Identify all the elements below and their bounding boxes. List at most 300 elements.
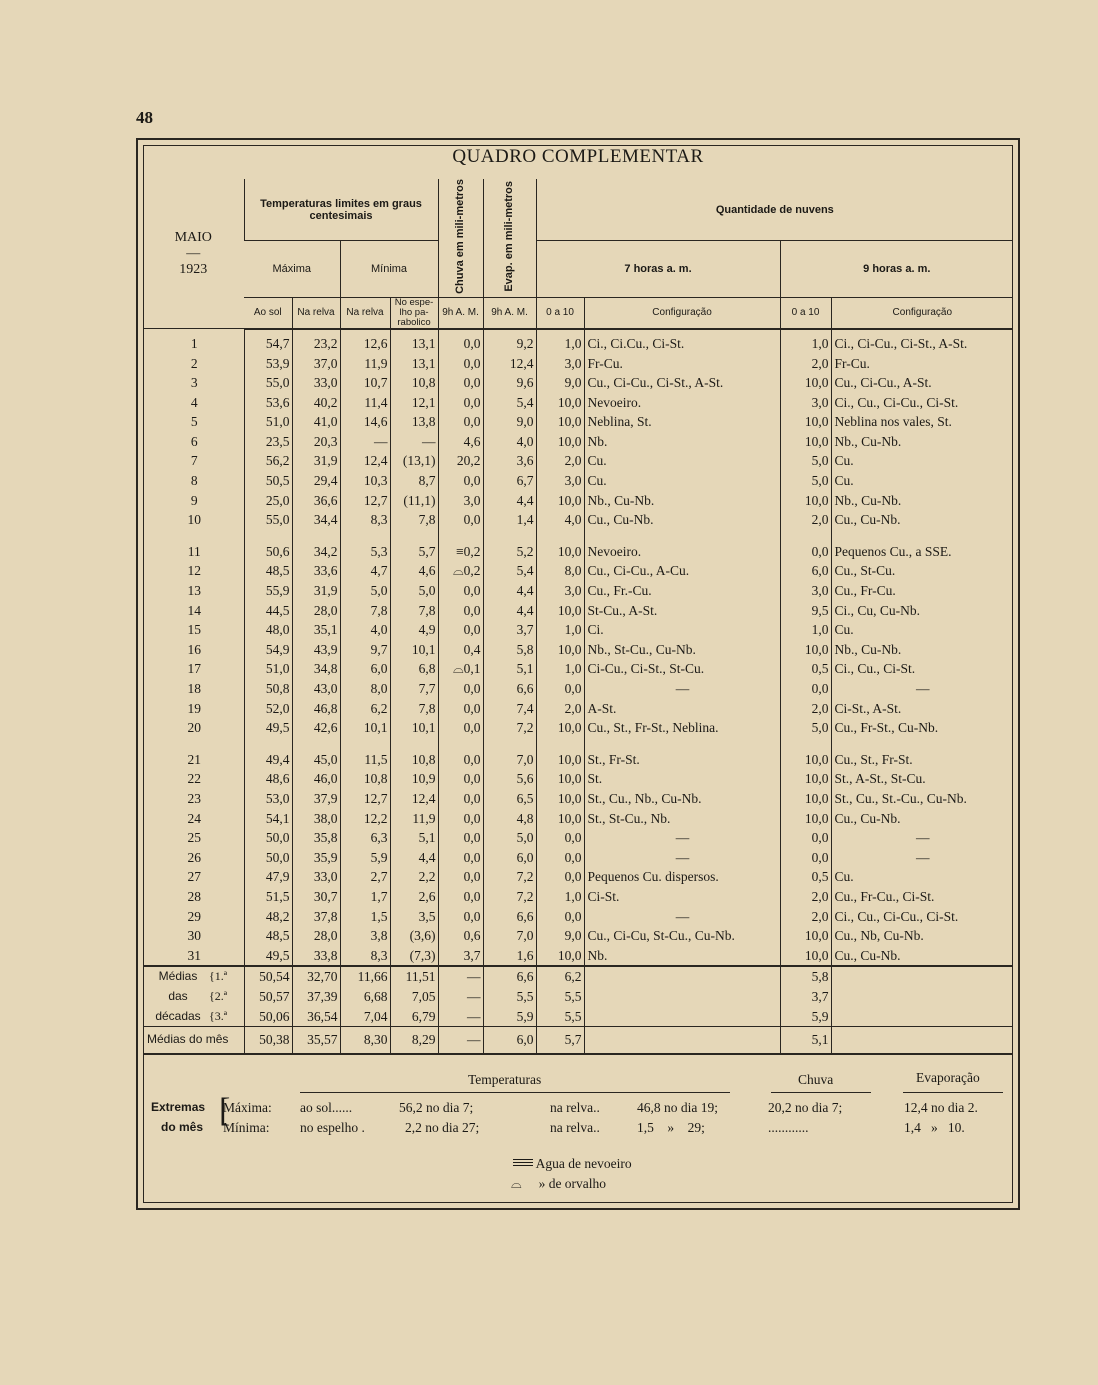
max-ao-sol-cell: 55,0 [244,510,292,530]
gap-cell [780,530,831,542]
month-average-label: Médias do mês [143,1027,244,1055]
day-cell: 17 [187,661,201,677]
config-9-cell: — [831,828,1013,848]
table-row [143,718,1013,738]
max-na-relva-cell: 28,0 [292,926,340,946]
max-na-relva-cell: 30,7 [292,887,340,907]
config-9-cell: Fr-Cu. [831,354,1013,374]
max-na-relva-cell: 37,8 [292,907,340,927]
decade-group-label: Médias [158,969,198,984]
config-7-cell: Ci., Ci.Cu., Ci-St. [584,329,780,354]
nuvens-9-cell: 10,0 [780,640,831,660]
chuva-avg-cell: — [438,987,483,1007]
chuva-cell: 0,0 [438,887,483,907]
max-relva-value: 46,8 no dia 19; [637,1100,718,1115]
min-na-relva-month-cell: 8,30 [340,1027,390,1055]
table-body [143,329,1013,1054]
gap-cell [831,738,1013,750]
nuvens-7-avg-cell: 5,5 [536,1007,584,1027]
min-na-relva-cell: 11,4 [340,393,390,413]
legend-dew-label: » de orvalho [538,1176,607,1191]
config-7-cell: Neblina, St. [584,412,780,432]
evaporacao-cell: 5,4 [483,561,536,581]
table-row [143,640,1013,660]
nuvens-7-cell: 0,0 [536,867,584,887]
nuvens-7-cell: 2,0 [536,699,584,719]
nuvens-7-avg-cell: 6,2 [536,966,584,987]
nuvens-7-cell: 10,0 [536,946,584,967]
table-row [143,867,1013,887]
min-na-relva-cell: 12,4 [340,451,390,471]
config-9-cell: Pequenos Cu., a SSE. [831,542,1013,562]
min-espelho-cell: 12,4 [390,789,438,809]
gap-cell [438,738,483,750]
footer-chuva: Chuva [798,1072,834,1087]
config-7-avg-cell [584,1007,780,1027]
config-7-avg-cell [584,966,780,987]
gap-cell [438,530,483,542]
config-9-cell: Nb., Cu-Nb. [831,640,1013,660]
max-na-relva-cell: 20,3 [292,432,340,452]
nuvens-9-cell: 2,0 [780,510,831,530]
nuvens-9-cell: 5,0 [780,471,831,491]
max-na-relva-cell: 31,9 [292,581,340,601]
max-na-relva-month-cell: 35,57 [292,1027,340,1055]
evaporacao-cell: 4,8 [483,809,536,829]
config-9-header: Configuração [831,297,1013,329]
gap-cell [536,738,584,750]
nuvens-7-cell: 3,0 [536,471,584,491]
table-row [143,373,1013,393]
max-relva-label: na relva.. [550,1100,600,1115]
max-ao-sol-month-cell: 50,38 [244,1027,292,1055]
config-9-avg-cell [831,966,1013,987]
evaporacao-brace [903,1092,1003,1093]
chuva-cell: 0,0 [438,907,483,927]
max-na-relva-cell: 34,2 [292,542,340,562]
nuvens-9-cell: 10,0 [780,432,831,452]
min-na-relva-cell: — [340,432,390,452]
min-na-relva-avg-cell: 7,04 [340,1007,390,1027]
nuvens-9-cell: 10,0 [780,809,831,829]
decade-average-row [143,1007,1013,1027]
config-9-cell: Ci., Cu., Ci-Cu., Ci-St. [831,393,1013,413]
min-na-relva-cell: 6,0 [340,659,390,679]
max-ao-sol-cell: 55,9 [244,581,292,601]
max-na-relva-avg-cell: 36,54 [292,1007,340,1027]
day-cell: 8 [190,473,198,489]
min-na-relva-cell: 6,3 [340,828,390,848]
table-row [143,510,1013,530]
decade-label-cell [143,1007,244,1027]
nuvens-9-cell: 5,0 [780,451,831,471]
seven-am-header: 7 horas a. m. [536,241,780,298]
min-na-relva-cell: 8,0 [340,679,390,699]
gap-cell [483,738,536,750]
chuva-cell: 0,0 [438,699,483,719]
min-espelho-cell: (13,1) [390,451,438,471]
chuva-cell: 0,0 [438,373,483,393]
evaporacao-cell: 9,6 [483,373,536,393]
min-na-relva-cell: 5,3 [340,542,390,562]
config-9-cell: Ci., Cu., Ci-St. [831,659,1013,679]
chuva-month-cell: — [438,1027,483,1055]
max-na-relva-cell: 35,8 [292,828,340,848]
nuvens-9-month-cell: 5,1 [780,1027,831,1055]
config-9-cell: Cu., Cu-Nb. [831,809,1013,829]
min-espelho-avg-cell: 7,05 [390,987,438,1007]
max-ao-sol-cell: 49,5 [244,946,292,967]
gap-cell [390,738,438,750]
gap-cell [143,738,244,750]
min-espelho-cell: (11,1) [390,491,438,511]
config-7-header: Configuração [584,297,780,329]
max-ao-sol-cell: 53,9 [244,354,292,374]
max-ao-sol-cell: 48,0 [244,620,292,640]
chuva-cell: 0,4 [438,640,483,660]
min-espelho-cell: 11,9 [390,809,438,829]
day-cell: 31 [187,947,201,963]
table-row [143,789,1013,809]
min-na-relva-cell: 8,3 [340,510,390,530]
day-cell: 15 [187,622,201,638]
day-cell: 12 [187,563,201,579]
config-7-cell: St. [584,769,780,789]
max-sol-label: ao sol...... [300,1100,353,1115]
nuvens-7-cell: 10,0 [536,750,584,770]
evaporacao-cell: 1,6 [483,946,536,967]
config-7-cell: — [584,828,780,848]
config-7-cell: St., Fr-St. [584,750,780,770]
chuva-cell: 0,0 [438,769,483,789]
footer-do-mes: do mês [161,1120,204,1134]
config-9-cell: Cu., Fr-Cu. [831,581,1013,601]
legend-fog-label: Agua de nevoeiro [535,1156,632,1171]
evaporacao-cell: 5,1 [483,659,536,679]
min-espelho-cell: 12,1 [390,393,438,413]
max-na-relva-cell: 34,8 [292,659,340,679]
min-espelho-cell: 7,8 [390,699,438,719]
min-espelho-avg-cell: 11,51 [390,966,438,987]
min-na-relva-cell: 1,5 [340,907,390,927]
max-ao-sol-cell: 25,0 [244,491,292,511]
min-na-relva-cell: 10,3 [340,471,390,491]
evaporation-header: Evap. em mili-metros [483,179,536,297]
max-ao-sol-cell: 50,0 [244,828,292,848]
max-ao-sol-avg-cell: 50,06 [244,1007,292,1027]
na-relva-min-header: Na relva [340,297,390,329]
max-ao-sol-cell: 48,6 [244,769,292,789]
chuva-cell: 0,0 [438,601,483,621]
max-na-relva-cell: 23,2 [292,329,340,354]
day-cell: 5 [190,414,198,430]
nuvens-7-cell: 4,0 [536,510,584,530]
max-ao-sol-cell: 23,5 [244,432,292,452]
max-na-relva-cell: 41,0 [292,412,340,432]
min-espelho-cell: 5,0 [390,581,438,601]
footer-minima: Mínima: [223,1120,270,1135]
config-9-cell: Cu., St-Cu. [831,561,1013,581]
config-7-cell: Cu., Cu-Nb. [584,510,780,530]
chuva-cell: ⌓0,2 [438,561,483,581]
evaporacao-avg-cell: 6,6 [483,966,536,987]
min-espelho-avg-cell: 6,79 [390,1007,438,1027]
config-9-cell: Cu. [831,451,1013,471]
day-cell: 16 [187,641,201,657]
max-na-relva-cell: 37,9 [292,789,340,809]
table-row [143,750,1013,770]
min-espelho-label: no espelho . [300,1120,365,1135]
nuvens-7-cell: 0,0 [536,828,584,848]
chuva-brace [771,1092,871,1093]
min-espelho-cell: 3,5 [390,907,438,927]
max-ao-sol-avg-cell: 50,57 [244,987,292,1007]
gap-cell [143,530,244,542]
chuva-cell: 20,2 [438,451,483,471]
nuvens-9-avg-cell: 5,9 [780,1007,831,1027]
evaporacao-cell: 3,7 [483,620,536,640]
month-average-row [143,1027,1013,1055]
min-na-relva-cell: 6,2 [340,699,390,719]
nuvens-7-cell: 1,0 [536,659,584,679]
min-na-relva-cell: 5,9 [340,848,390,868]
max-na-relva-cell: 29,4 [292,471,340,491]
max-ao-sol-cell: 49,4 [244,750,292,770]
evaporacao-cell: 6,6 [483,679,536,699]
gap-cell [340,530,390,542]
nuvens-7-cell: 9,0 [536,926,584,946]
min-espelho-value: 2,2 no dia 27; [405,1120,480,1135]
max-na-relva-cell: 33,0 [292,867,340,887]
min-na-relva-cell: 14,6 [340,412,390,432]
min-na-relva-cell: 4,0 [340,620,390,640]
day-cell: 21 [187,751,201,767]
espelho-header: No espe-lho pa-rabolico [390,297,438,329]
min-espelho-cell: 5,1 [390,828,438,848]
nuvens-9-avg-cell: 3,7 [780,987,831,1007]
min-espelho-cell: 2,2 [390,867,438,887]
chuva-cell: 0,0 [438,412,483,432]
nuvens-7-cell: 9,0 [536,373,584,393]
decade-group-label: décadas [155,1008,201,1023]
nuvens-9-cell: 5,0 [780,718,831,738]
config-7-cell: — [584,679,780,699]
evaporacao-cell: 7,0 [483,750,536,770]
max-evap-value: 12,4 no dia 2. [904,1100,978,1115]
max-na-relva-cell: 33,8 [292,946,340,967]
nuvens-7-cell: 3,0 [536,581,584,601]
chuva-cell: 0,6 [438,926,483,946]
max-ao-sol-cell: 51,0 [244,412,292,432]
evaporacao-month-cell: 6,0 [483,1027,536,1055]
max-ao-sol-cell: 44,5 [244,601,292,621]
nuvens-9-cell: 2,0 [780,907,831,927]
config-7-cell: Ci. [584,620,780,640]
config-9-cell: Ci-St., A-St. [831,699,1013,719]
max-na-relva-cell: 35,1 [292,620,340,640]
gap-cell [831,530,1013,542]
nuvens-9-cell: 0,0 [780,542,831,562]
max-ao-sol-cell: 54,9 [244,640,292,660]
config-9-cell: Cu., Ci-Cu., A-St. [831,373,1013,393]
nuvens-7-cell: 10,0 [536,412,584,432]
page-number: 48 [136,108,153,127]
footer-temperaturas: Temperaturas [468,1072,542,1087]
day-cell: 11 [187,543,201,559]
gap-cell [244,530,292,542]
day-cell: 13 [187,583,201,599]
min-espelho-cell: 6,8 [390,659,438,679]
evaporacao-cell: 3,6 [483,451,536,471]
evaporacao-cell: 5,8 [483,640,536,660]
day-cell: 28 [187,888,201,904]
max-ao-sol-cell: 54,1 [244,809,292,829]
nuvens-9-cell: 10,0 [780,373,831,393]
min-espelho-cell: 4,4 [390,848,438,868]
min-na-relva-cell: 11,5 [340,750,390,770]
max-na-relva-avg-cell: 32,70 [292,966,340,987]
evaporacao-cell: 7,2 [483,887,536,907]
config-7-cell: Ci-Cu., Ci-St., St-Cu. [584,659,780,679]
config-7-cell: Nevoeiro. [584,393,780,413]
decade-label-cell [143,987,244,1007]
nuvens-9-cell: 10,0 [780,789,831,809]
config-7-cell: Cu. [584,451,780,471]
day-cell: 29 [187,908,201,924]
gap-cell [584,738,780,750]
config-7-cell: Cu., Ci-Cu., Ci-St., A-St. [584,373,780,393]
footer-evaporacao: Evaporação [916,1070,980,1085]
config-9-cell: Neblina nos vales, St. [831,412,1013,432]
nuvens-9-cell: 3,0 [780,393,831,413]
max-na-relva-cell: 33,0 [292,373,340,393]
nuvens-9-cell: 10,0 [780,491,831,511]
config-7-cell: — [584,848,780,868]
max-sol-value: 56,2 no dia 7; [399,1100,474,1115]
decade-ordinal: {1.ª [209,969,228,984]
nuvens-7-cell: 0,0 [536,907,584,927]
chuva-cell: 0,0 [438,510,483,530]
config-7-cell: St-Cu., A-St. [584,601,780,621]
max-ao-sol-cell: 50,8 [244,679,292,699]
gap-cell [292,738,340,750]
max-ao-sol-cell: 55,0 [244,373,292,393]
min-espelho-cell: 10,1 [390,718,438,738]
min-espelho-cell: 10,8 [390,750,438,770]
config-9-cell: Cu. [831,867,1013,887]
evaporacao-cell: 6,0 [483,848,536,868]
max-ao-sol-cell: 51,0 [244,659,292,679]
min-na-relva-cell: 4,7 [340,561,390,581]
max-na-relva-cell: 34,4 [292,510,340,530]
nuvens-9-cell: 2,0 [780,699,831,719]
footer-extremas: Extremas [151,1100,206,1114]
chuva-cell: 3,0 [438,491,483,511]
chuva-cell: 0,0 [438,828,483,848]
config-9-cell: Cu. [831,471,1013,491]
table-row [143,561,1013,581]
min-na-relva-cell: 10,8 [340,769,390,789]
min-espelho-cell: — [390,432,438,452]
config-9-cell: Cu., Cu-Nb. [831,946,1013,967]
min-na-relva-cell: 2,7 [340,867,390,887]
dew-symbol-icon: ⌓ [511,1176,522,1191]
table-row [143,412,1013,432]
nuvens-7-cell: 3,0 [536,354,584,374]
day-cell: 2 [190,355,198,371]
max-na-relva-cell: 28,0 [292,601,340,621]
table-title: QUADRO COMPLEMENTAR [452,146,704,167]
nuvens-7-avg-cell: 5,5 [536,987,584,1007]
chuva-cell: 0,0 [438,620,483,640]
gap-cell [340,738,390,750]
nuvens-9-cell: 0,0 [780,848,831,868]
chuva-cell: 0,0 [438,848,483,868]
max-ao-sol-cell: 52,0 [244,699,292,719]
decade-average-row [143,966,1013,987]
chuva-cell: ⌓0,1 [438,659,483,679]
max-na-relva-cell: 35,9 [292,848,340,868]
table-row [143,581,1013,601]
config-9-cell: Ci., Ci-Cu., Ci-St., A-St. [831,329,1013,354]
evaporacao-cell: 7,2 [483,867,536,887]
config-7-cell: Nb. [584,432,780,452]
table-row [143,887,1013,907]
day-cell: 4 [190,394,198,410]
nuvens-9-cell: 2,0 [780,887,831,907]
chuva-cell: 0,0 [438,329,483,354]
max-ao-sol-cell: 50,5 [244,471,292,491]
config-9-cell: Cu., Cu-Nb. [831,510,1013,530]
legend-fog [513,1156,632,1172]
nuvens-9-cell: 10,0 [780,412,831,432]
day-cell: 1 [190,335,198,351]
rain-header: Chuva em mili-metros [438,179,483,297]
config-9-cell: Cu., Fr-St., Cu-Nb. [831,718,1013,738]
gap-cell [292,530,340,542]
nuvens-9-cell: 10,0 [780,750,831,770]
nuvens-9-cell: 1,0 [780,620,831,640]
config-7-cell: Cu., St., Fr-St., Neblina. [584,718,780,738]
gap-cell [780,738,831,750]
max-ao-sol-cell: 49,5 [244,718,292,738]
config-9-cell: Nb., Cu-Nb. [831,491,1013,511]
min-espelho-cell: 5,7 [390,542,438,562]
config-7-cell: St., Cu., Nb., Cu-Nb. [584,789,780,809]
table-row [143,809,1013,829]
nuvens-7-cell: 0,0 [536,848,584,868]
day-cell: 9 [190,492,198,508]
nuvens-9-cell: 10,0 [780,769,831,789]
config-9-month-cell [831,1027,1013,1055]
day-cell: 7 [190,453,198,469]
config-7-cell: Nb. [584,946,780,967]
day-cell: 22 [187,771,201,787]
max-na-relva-avg-cell: 37,39 [292,987,340,1007]
evaporacao-cell: 5,6 [483,769,536,789]
decade-ordinal: {2.ª [209,988,228,1003]
day-cell: 26 [187,849,201,865]
min-espelho-cell: 7,8 [390,601,438,621]
config-7-month-cell [584,1027,780,1055]
nuvens-7-cell: 10,0 [536,789,584,809]
max-ao-sol-cell: 53,0 [244,789,292,809]
min-espelho-cell: (7,3) [390,946,438,967]
maxima-header: Máxima [244,241,340,298]
nuvens-7-cell: 10,0 [536,393,584,413]
rain-hour-header: 9h A. M. [438,297,483,329]
max-na-relva-cell: 31,9 [292,451,340,471]
